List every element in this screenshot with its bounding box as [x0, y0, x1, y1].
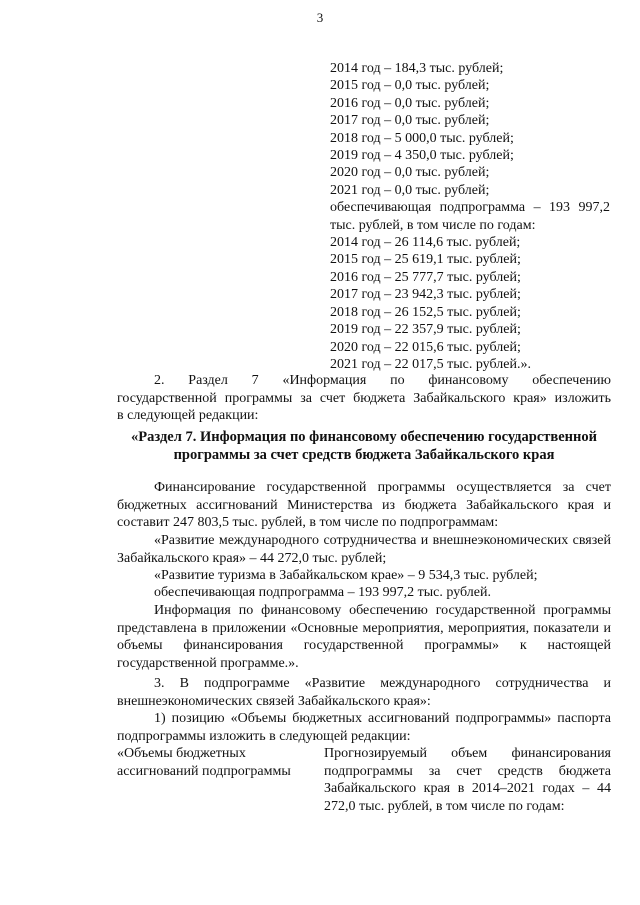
year-item: 2020 год – 22 015,6 тыс. рублей; [330, 339, 521, 355]
section-title-line-2: программы за счет средств бюджета Забайкальского края [173, 447, 555, 463]
item-2-line-1: 2. Раздел 7 «Информация по финансовому обеспечению [154, 373, 611, 388]
subprogram-tourism: «Развитие туризма в Забайкальском крае» – 9 534,3 тыс. рублей; [154, 568, 538, 583]
info-paragraph: Информация по финансовому обеспечению государственной программы представлена в приложении «Основные мероприятия, мероприятия, показатели и объемы финансирования государственной программы» к настоящей государственной программе.». [117, 603, 611, 671]
section-title-line-1: «Раздел 7. Информация по финансовому обеспечению государственной [131, 429, 597, 445]
year-item: 2021 год – 22 017,5 тыс. рублей.». [330, 356, 531, 372]
year-item: 2015 год – 25 619,1 тыс. рублей; [330, 252, 521, 268]
item-3-paragraph: 3. В подпрограмме «Развитие международного сотрудничества и внешнеэкономических связей Забайкальского края»: [117, 676, 611, 709]
page-number: 3 [316, 10, 324, 25]
year-item: 2019 год – 4 350,0 тыс. рублей; [330, 148, 514, 164]
year-item: 2018 год – 5 000,0 тыс. рублей; [330, 130, 514, 146]
year-item: 2017 год – 0,0 тыс. рублей; [330, 113, 490, 129]
table-left-line-1: «Объемы бюджетных [117, 746, 246, 761]
section-7-title [117, 428, 611, 464]
table-left-cell [117, 745, 317, 780]
year-item: 2018 год – 26 152,5 тыс. рублей; [330, 304, 521, 320]
item-2-line-2: государственной программы за счет бюджета Забайкальского края» изложить [117, 390, 611, 406]
year-item: 2019 год – 22 357,9 тыс. рублей; [330, 322, 521, 338]
item-2-line-3: в следующей редакции: [117, 408, 259, 423]
table-right-cell: Прогнозируемый объем финансирования подпрограммы за счет средств бюджета Забайкальского края в 2014–2021 годах – 44 272,0 тыс. рублей, в том числе по годам: [324, 746, 611, 814]
year-item: 2017 год – 23 942,3 тыс. рублей; [330, 287, 521, 303]
support-subprogram-line: обеспечивающая подпрограмма – 193 997,2 [330, 200, 610, 216]
subprogram-support: обеспечивающая подпрограмма – 193 997,2 тыс. рублей. [154, 585, 491, 600]
year-item: 2020 год – 0,0 тыс. рублей; [330, 165, 490, 181]
year-item: 2016 год – 0,0 тыс. рублей; [330, 95, 490, 111]
item-2-paragraph [117, 372, 611, 425]
item-3-subitem-1: 1) позицию «Объемы бюджетных ассигнований подпрограммы» паспорта подпрограммы изложить в следующей редакции: [117, 711, 611, 744]
year-item: 2014 год – 26 114,6 тыс. рублей; [330, 235, 521, 251]
financing-paragraph: Финансирование государственной программы осуществляется за счет бюджетных ассигнований Министерства из бюджета Забайкальского края и составит 247 803,5 тыс. рублей, в том числе по подпрограммам: [117, 480, 611, 530]
subprogram-intl-cooperation: «Развитие международного сотрудничества и внешнеэкономических связей Забайкальского края» – 44 272,0 тыс. рублей; [117, 533, 611, 566]
year-item: 2016 год – 25 777,7 тыс. рублей; [330, 269, 521, 285]
support-subprogram-line-2: тыс. рублей, в том числе по годам: [330, 217, 536, 233]
year-item: 2014 год – 184,3 тыс. рублей; [330, 61, 504, 76]
year-item: 2021 год – 0,0 тыс. рублей; [330, 182, 490, 198]
year-item: 2015 год – 0,0 тыс. рублей; [330, 78, 490, 94]
year-list-block [330, 60, 610, 373]
table-left-line-2: ассигнований подпрограммы [117, 763, 291, 779]
